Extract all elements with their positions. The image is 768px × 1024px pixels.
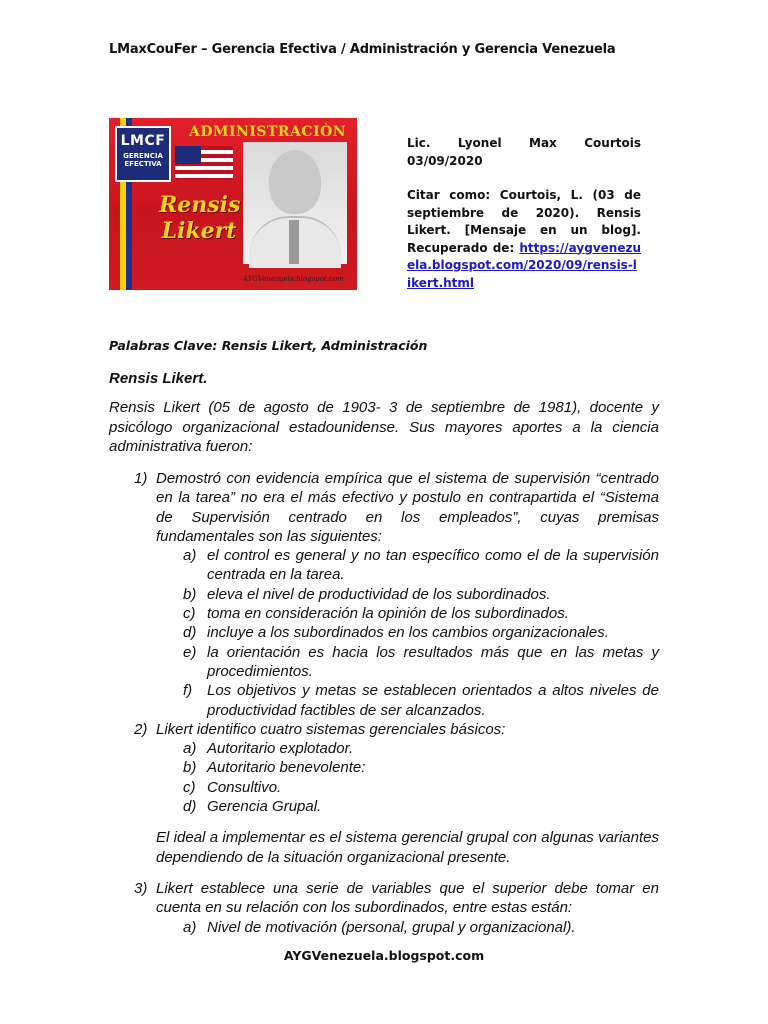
sub-item-text: Consultivo. [207, 778, 282, 796]
list-item [109, 469, 659, 546]
contributions-list [109, 469, 659, 937]
sub-item-text: la orientación es hacia los resultados más que en las metas y procedimientos. [207, 643, 659, 680]
logo-text-sub: GERENCIA EFECTIVA [123, 152, 163, 168]
banner-name [159, 192, 239, 244]
author-date: Lic. Lyonel Max Courtois 03/09/2020 [407, 136, 641, 168]
banner-name-first: Rensis [159, 192, 241, 218]
sub-item-text: Nivel de motivación (personal, grupal y organizacional). [207, 918, 576, 936]
sub-item-letter: b) [183, 585, 197, 603]
sub-item [109, 739, 659, 758]
sub-item-text: Los objetivos y metas se establecen orientados a altos niveles de productividad factibles de ser alcanzados. [207, 682, 659, 719]
citation-block [407, 135, 641, 292]
sub-item-letter: a) [183, 918, 197, 936]
sub-item-letter: d) [183, 798, 197, 816]
sub-item [109, 546, 659, 585]
citation-text: Citar como: Courtois, L. (03 de septiembre de 2020). Rensis Likert. [Mensaje en un blog]. Recuperado de: [407, 188, 641, 255]
us-flag-icon [175, 146, 233, 180]
item-number: 2) [134, 720, 148, 738]
item-text: Likert establece una serie de variables que el superior debe tomar en cuenta en su relación con los subordinados, entre estas están: [156, 879, 659, 917]
banner-name-last: Likert [161, 218, 237, 244]
sub-item-letter: d) [183, 624, 197, 642]
item-text: Demostró con evidencia empírica que el sistema de supervisión “centrado en la tarea” no era el más efectivo y postulo en contrapartida el “Sistema de Supervisión centrado en los empleados”, cuyas premisas fundamentales son las siguientes: [156, 470, 659, 545]
item-number: 1) [134, 470, 148, 487]
rensis-likert-banner-image [109, 118, 357, 290]
lmcf-logo [115, 126, 171, 182]
sub-item-letter: b) [183, 759, 197, 777]
sub-item [109, 778, 659, 797]
intro-paragraph: Rensis Likert (05 de agosto de 1903- 3 de septiembre de 1981), docente y psicólogo organizacional estadounidense. Sus mayores aportes a la ciencia administrativa fueron: [109, 399, 659, 455]
portrait-photo [243, 142, 347, 264]
sub-item-text: Autoritario benevolente: [207, 759, 366, 777]
banner-site: AYGVenezuela.blogspot.com [243, 275, 344, 283]
sub-item-letter: e) [183, 643, 197, 661]
sub-item [109, 758, 659, 777]
logo-text-main: LMCF [120, 133, 166, 149]
sub-item [109, 918, 659, 937]
keywords: Palabras Clave: Rensis Likert, Administración [109, 338, 428, 353]
sub-item [109, 585, 659, 604]
sub-item [109, 643, 659, 682]
item-number: 3) [134, 879, 148, 897]
sub-item-letter: c) [183, 778, 196, 796]
citation-link[interactable]: https://aygvenezuela.blogspot.com/2020/09/rensis-likert.html [407, 240, 641, 290]
list-item [109, 720, 659, 739]
sub-item [109, 623, 659, 642]
item-note: El ideal a implementar es el sistema gerencial grupal con algunas variantes dependiendo de la situación organizacional presente. [156, 829, 659, 866]
sub-item [109, 797, 659, 816]
sub-item-letter: a) [183, 547, 197, 565]
sub-item-text: el control es general y no tan específico como el de la supervisión centrada en la tarea. [207, 547, 659, 584]
sub-item [109, 604, 659, 623]
sub-item-text: Autoritario explotador. [207, 740, 354, 758]
page-footer: AYGVenezuela.blogspot.com [283, 948, 485, 963]
banner-heading: ADMINISTRACIÒN [189, 124, 347, 140]
sub-item-text: Gerencia Grupal. [207, 798, 322, 816]
list-item [109, 879, 659, 918]
sub-item-text: eleva el nivel de productividad de los subordinados. [207, 585, 551, 603]
page-header: LMaxCouFer – Gerencia Efectiva / Administración y Gerencia Venezuela [109, 42, 616, 57]
item-text: Likert identifico cuatro sistemas gerenciales básicos: [156, 720, 506, 738]
sub-item-letter: f) [183, 682, 193, 700]
sub-item [109, 681, 659, 720]
article-title: Rensis Likert. [109, 370, 208, 387]
sub-item-text: toma en consideración la opinión de los subordinados. [207, 605, 569, 623]
sub-item-letter: c) [183, 605, 196, 623]
sub-item-text: incluye a los subordinados en los cambios organizacionales. [207, 624, 609, 642]
sub-item-letter: a) [183, 740, 197, 758]
